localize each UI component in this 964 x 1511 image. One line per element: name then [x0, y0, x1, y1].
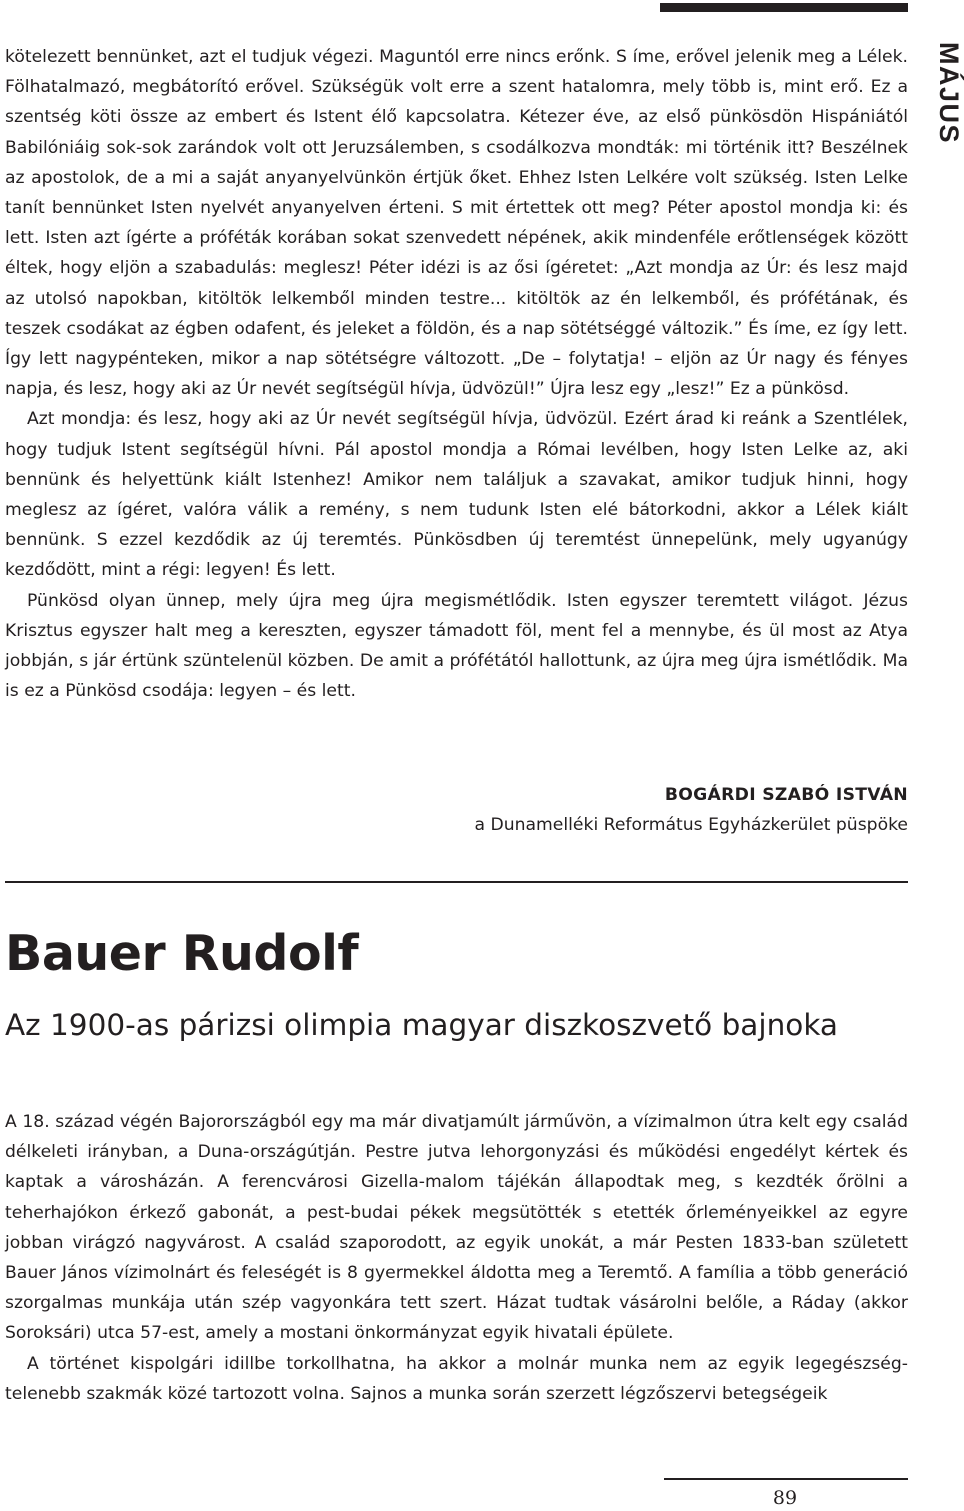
article-body	[5, 1107, 908, 1409]
signature-name: BOGÁRDI SZABÓ ISTVÁN	[664, 785, 908, 805]
page-number: 89	[772, 1487, 798, 1509]
article-subtitle: Az 1900-as párizsi olimpia magyar diszkoszvető bajnoka	[5, 1008, 838, 1042]
signature-block	[475, 780, 909, 840]
article-title: Bauer Rudolf	[5, 925, 359, 982]
paragraph: A történet kispolgári idillbe torkollhatna, ha akkor a molnár munka nem az egyik legegészségtelenebb szakmák közé tartozott volna. Sajnos a munka során szerzett légzőszervi betegségeik	[5, 1353, 908, 1404]
footer-rule	[664, 1478, 908, 1480]
month-label: MÁJUS	[934, 42, 964, 145]
paragraph: Pünkösd olyan ünnep, mely újra meg újra megismétlődik. Isten egyszer teremtett világot. Jézus Krisztus egyszer halt meg a kereszten, egyszer támadott föl, ment fel a mennybe, és ül most az Atya jobbján, s jár értünk szüntelenül közben. De amit a prófétától hallottunk, az újra meg újra ismétlődik. Ma is ez a Pünkösd csodája: legyen – és lett.	[5, 590, 908, 702]
sermon-text	[5, 42, 908, 706]
paragraph: Azt mondja: és lesz, hogy aki az Úr nevét segítségül hívja, üdvözül. Ezért árad ki reánk a Szentlélek, hogy tudjuk Istent segítségül hívni. Pál apostol mondja a Római levélben, hogy Isten Lelke az, aki bennünk és helyettünk kiált Istenhez! Amikor nem találjuk a szavakat, amikor tudjuk hinni, hogy meglesz az ígéret, valóra válik a remény, s nem tudunk Isten elé bátorkodni, akkor a Lélek kiált bennünk. S ezzel kezdődik az új teremtés. Pünkösdben új teremtést ünnepelünk, mely ugyanúgy kezdődött, mint a régi: legyen! És lett.	[5, 409, 908, 581]
paragraph: kötelezett bennünket, azt el tudjuk végezi. Maguntól erre nincs erőnk. S íme, erővel jelenik meg a Lélek. Fölhatalmazó, megbátorító erővel. Szükségük volt erre a szent hatalomra, mely több is, mint erő. Ez a szentség köti össze az embert és Istent élő kapcsolatra. Kétezer éve, az első pünkösdön Hispániától Babilóniáig sok-sok zarándok volt ott Jeruzsálemben, s csodálkozva mondták: mi történik itt? Beszélnek az apostolok, de a mi a saját anyanyelvünkön értjük őket. Ehhez Isten Lelkére volt szükség. Isten Lelke tanít bennünket Isten nyelvét anyanyelven érteni. S mit értettek ott meg? Péter apostol mondja ki: és lett. Isten azt ígérte a próféták korában sokat szenvedett népének, akik mindenféle erőtlenségek között éltek, hogy eljön a szabadulás: meglesz! Péter idézi is az ősi ígéretet: „Azt mondja az Úr: és lesz majd az utolsó napokban, kitöltök lelkemből minden testre... kitöltök az én lelkemből, és prófétának, és teszek csodákat az égben odafent, és jeleket a földön, és a nap sötétséggé változik.” És íme, ez így lett. Így lett nagypénteken, mikor a nap sötétségre változott. „De – folytatja! – eljön az Úr nagy és fényes napja, és lesz, hogy aki az Úr nevét segítségül hívja, üdvözül!” Újra lesz egy „lesz!” Ez a pünkösd.	[5, 47, 908, 400]
signature-title: a Dunamelléki Református Egyházkerület püspöke	[474, 815, 908, 836]
section-divider	[5, 881, 908, 883]
paragraph: A 18. század végén Bajorországból egy ma már divatjamúlt járművön, a vízimalmon útra kelt egy család délkeleti irányban, a Duna-országútján. Pestre jutva lehorgonyzási és működési engedélyt kértek és kaptak a városházán. A ferencvárosi Gizella-malom tájékán állapodtak meg, s kezdték őrölni a teherhajókon érkező gabonát, a pest-budai pékek megsütötték s etették őrleményeikkel az egyre jobban virágzó nagyvárost. A család szaporodott, az egyik unokát, a már Pesten 1833-ban született Bauer János vízimolnárt és feleségét is 8 gyermekkel áldotta meg a Teremtő. A família a több generáció szorgalmas munkája után szép vagyonkára tett szert. Házat tudtak vásárolni belőle, a Ráday (akkor Soroksári) utca 57-est, amely a mostani önkormányzat egyik hivatali épülete.	[5, 1112, 908, 1344]
top-rule	[660, 3, 908, 12]
